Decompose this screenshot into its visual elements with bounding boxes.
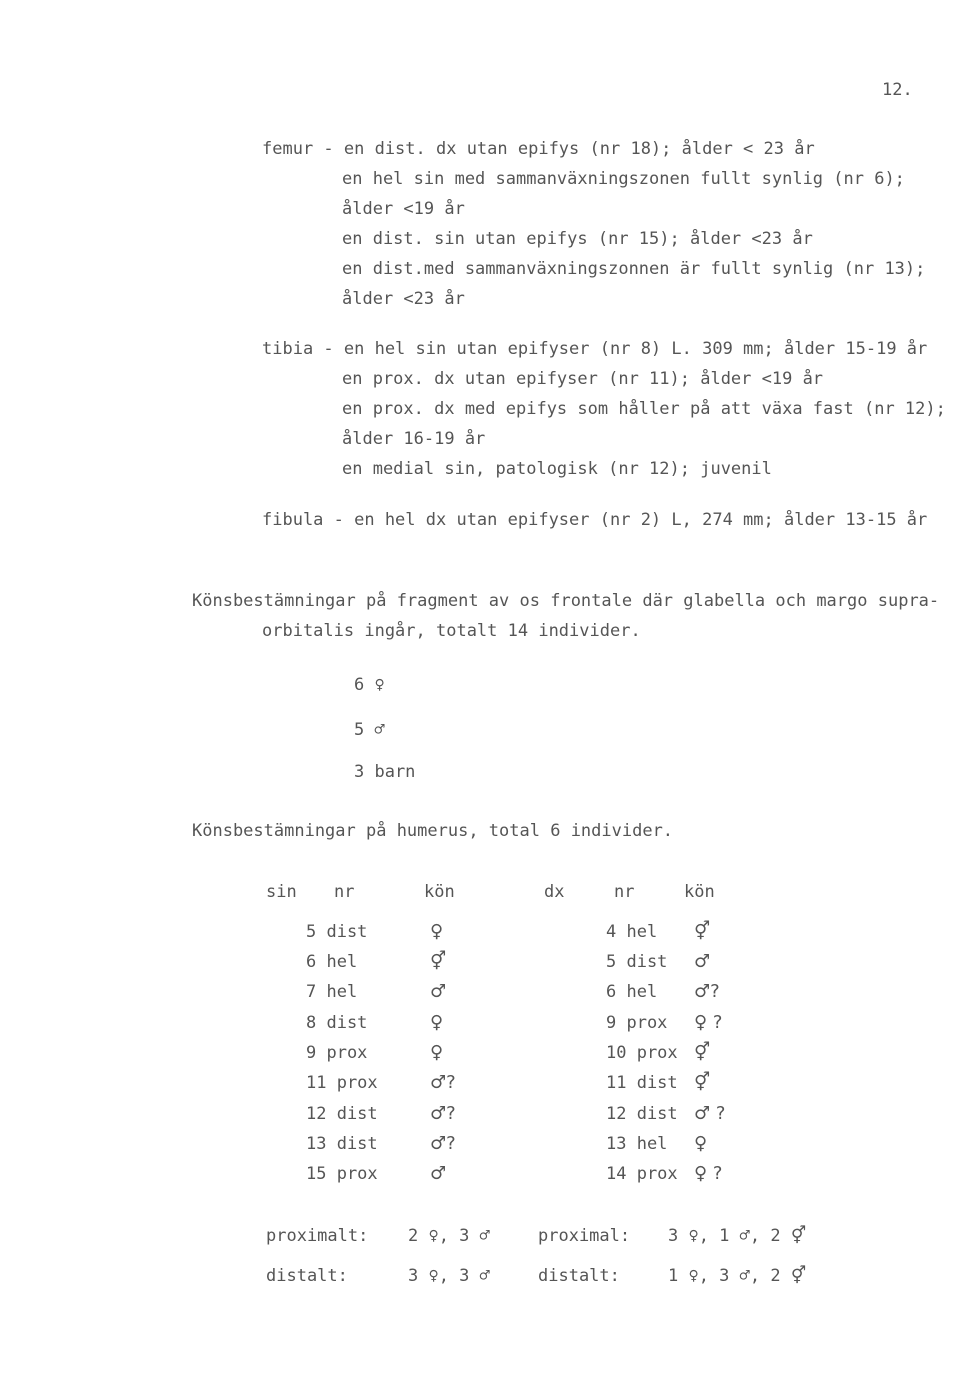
dx-row-nr: 12 dist xyxy=(606,1104,678,1124)
summary-dist-label-sin: distalt: xyxy=(266,1266,348,1286)
sin-row-kon: ♂ xyxy=(430,981,447,1002)
tibia-line-3: en prox. dx med epifys som håller på att växa fast (nr 12); xyxy=(342,399,946,419)
dx-row-nr: 5 dist xyxy=(606,952,668,972)
femur-line-6: ålder <23 år xyxy=(342,289,465,309)
tibia-line-4: ålder 16-19 år xyxy=(342,429,486,449)
sin-row-nr: 12 dist xyxy=(306,1104,378,1124)
sin-row-nr: 6 hel xyxy=(306,952,358,972)
dx-row-nr: 13 hel xyxy=(606,1134,668,1154)
dx-row-kon: ♂? xyxy=(694,981,720,1002)
tibia-line-5: en medial sin, patologisk (nr 12); juvenil xyxy=(342,459,772,479)
dx-row-nr: 6 hel xyxy=(606,982,658,1002)
col-header-kon: kön xyxy=(424,882,455,902)
sin-row-nr: 11 prox xyxy=(306,1073,378,1093)
dx-row-nr: 10 prox xyxy=(606,1043,678,1063)
femur-line-5: en dist.med sammanväxningszonnen är fullt synlig (nr 13); xyxy=(342,259,926,279)
femur-line-4: en dist. sin utan epifys (nr 15); ålder <23 år xyxy=(342,229,813,249)
summary-dist-value-sin: 3 ♀, 3 ♂ xyxy=(408,1266,490,1286)
sin-row-nr: 13 dist xyxy=(306,1134,378,1154)
summary-dist-value-dx: 1 ♀, 3 ♂, 2 ⚥ xyxy=(668,1266,807,1286)
dx-row-kon: ♂ xyxy=(694,951,711,972)
dx-row-kon: ⚥ xyxy=(694,921,711,942)
dx-row-kon: ♀ xyxy=(694,1133,708,1154)
dx-row-kon: ♀ ? xyxy=(694,1012,723,1033)
dx-row-kon: ♀ ? xyxy=(694,1163,723,1184)
summary-dist-label-dx: distalt: xyxy=(538,1266,620,1286)
sin-row-kon: ⚥ xyxy=(430,951,447,972)
summary-prox-value-dx: 3 ♀, 1 ♂, 2 ⚥ xyxy=(668,1226,807,1246)
tibia-line-1: tibia - en hel sin utan epifyser (nr 8) L. 309 mm; ålder 15-19 år xyxy=(262,339,928,359)
dx-row-nr: 9 prox xyxy=(606,1013,668,1033)
femur-line-1: femur - en dist. dx utan epifys (nr 18); ålder < 23 år xyxy=(262,139,815,159)
sin-row-nr: 9 prox xyxy=(306,1043,368,1063)
sin-row-kon: ♀ xyxy=(430,1012,444,1033)
summary-prox-label-sin: proximalt: xyxy=(266,1226,369,1246)
humerus-heading: Könsbestämningar på humerus, total 6 individer. xyxy=(192,821,674,841)
sin-row-kon: ♂ xyxy=(430,1163,447,1184)
sin-row-nr: 15 prox xyxy=(306,1164,378,1184)
summary-prox-label-dx: proximal: xyxy=(538,1226,631,1246)
frontale-line-1: Könsbestämningar på fragment av os frontale där glabella och margo supra- xyxy=(192,591,940,611)
frontale-count-male: 5 ♂ xyxy=(354,720,385,740)
col-header-nr-dx: nr xyxy=(614,882,635,902)
sin-row-nr: 8 dist xyxy=(306,1013,368,1033)
fibula-line: fibula - en hel dx utan epifyser (nr 2) L, 274 mm; ålder 13-15 år xyxy=(262,510,928,530)
femur-line-2: en hel sin med sammanväxningszonen fullt synlig (nr 6); xyxy=(342,169,905,189)
dx-row-nr: 4 hel xyxy=(606,922,658,942)
dx-row-nr: 14 prox xyxy=(606,1164,678,1184)
sin-row-nr: 7 hel xyxy=(306,982,358,1002)
dx-row-kon: ⚥ xyxy=(694,1042,711,1063)
frontale-line-2: orbitalis ingår, totalt 14 individer. xyxy=(262,621,641,641)
sin-row-kon: ♂? xyxy=(430,1072,456,1093)
tibia-line-2: en prox. dx utan epifyser (nr 11); ålder <19 år xyxy=(342,369,824,389)
frontale-count-children: 3 barn xyxy=(354,762,416,782)
sin-row-kon: ♂? xyxy=(430,1103,456,1124)
femur-line-3: ålder <19 år xyxy=(342,199,465,219)
sin-row-kon: ♂? xyxy=(430,1133,456,1154)
frontale-count-female: 6 ♀ xyxy=(354,675,385,695)
sin-row-kon: ♀ xyxy=(430,1042,444,1063)
dx-row-kon: ♂ ? xyxy=(694,1103,726,1124)
col-header-nr: nr xyxy=(334,882,355,902)
sin-row-kon: ♀ xyxy=(430,921,444,942)
sin-row-nr: 5 dist xyxy=(306,922,368,942)
col-header-kon-dx: kön xyxy=(684,882,715,902)
col-header-dx: dx xyxy=(544,882,565,902)
summary-prox-value-sin: 2 ♀, 3 ♂ xyxy=(408,1226,490,1246)
dx-row-kon: ⚥ xyxy=(694,1072,711,1093)
dx-row-nr: 11 dist xyxy=(606,1073,678,1093)
col-header-sin: sin xyxy=(266,882,297,902)
page-number: 12. xyxy=(882,80,913,100)
